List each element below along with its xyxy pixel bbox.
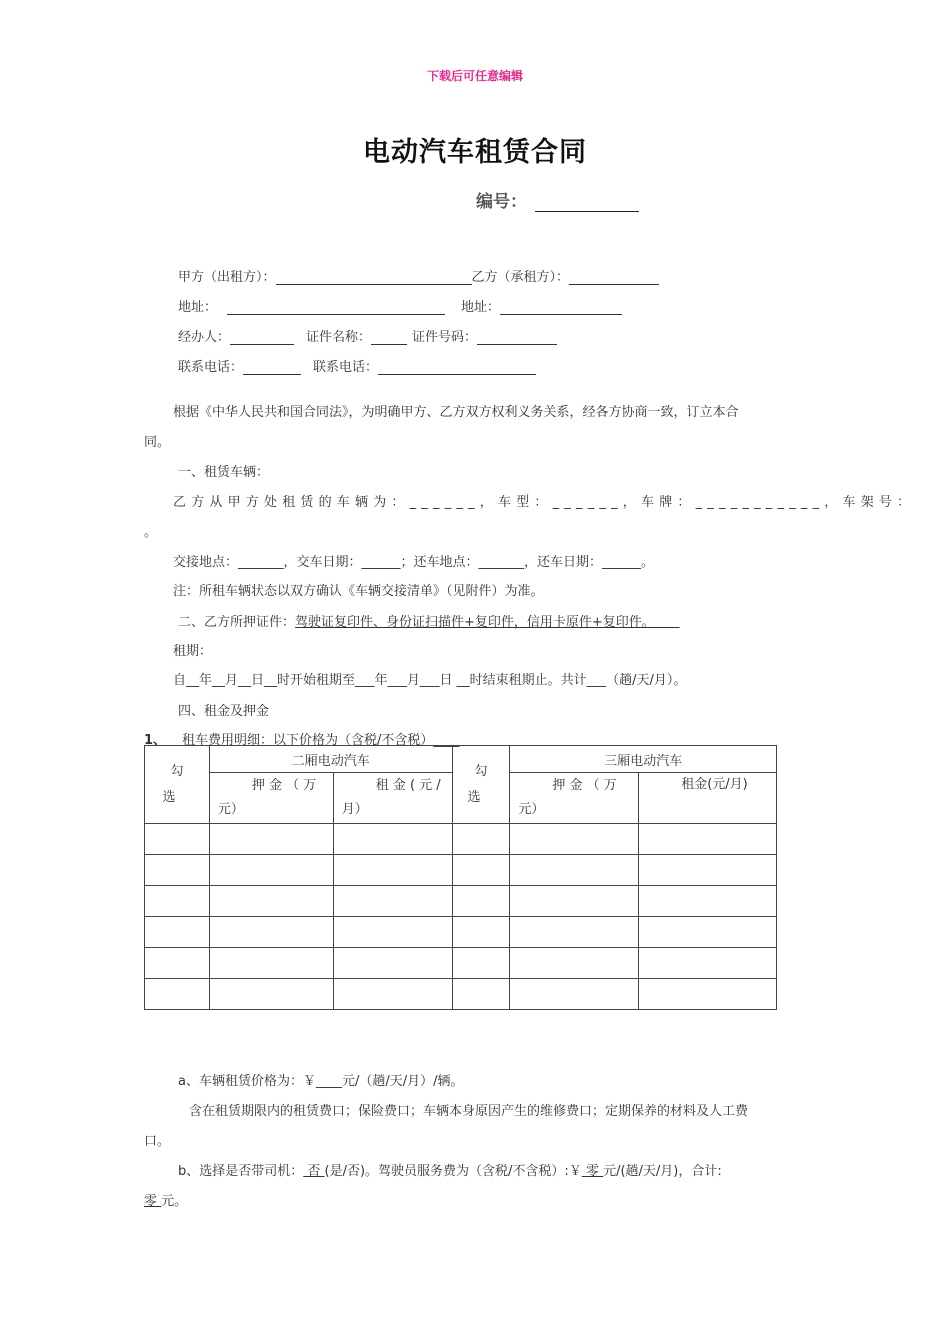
term-line: 自__年__月__日__时开始租期至___年___月___日 __时结束租期止。共计___（趟/天/月）。 (173, 673, 687, 688)
agent-label: 经办人： (178, 330, 231, 345)
deposit-three-header-l1: 押 金 （ 万 (552, 778, 617, 793)
fee-table (144, 745, 777, 1010)
three-box-header: 三厢电动汽车 (510, 746, 777, 773)
doc-number-blank (535, 193, 639, 212)
section-1-heading: 一、租赁车辆： (178, 465, 270, 480)
deposit-two-header-l1: 押 金 （ 万 (251, 778, 317, 793)
agent-blank (230, 330, 294, 345)
includes-line2: 口。 (144, 1134, 171, 1149)
select-header-char2: 选 (162, 789, 176, 805)
table-cell[interactable] (145, 855, 210, 886)
includes-line1: 含在租赁期限内的租赁费口；保险费口；车辆本身原因产生的维修费口；定期保养的材料及人工费 (189, 1104, 749, 1119)
driver-total: 零 (144, 1194, 162, 1209)
select-header-two (145, 746, 210, 824)
table-cell[interactable] (209, 824, 333, 855)
rent-three-header-label: 租金(元/月) (681, 777, 748, 792)
fee-number: 1、 (144, 733, 167, 748)
phone-b-blank (378, 360, 536, 375)
table-cell[interactable] (333, 824, 452, 855)
table-cell[interactable] (145, 948, 210, 979)
table-cell[interactable] (510, 948, 639, 979)
party-line (178, 266, 659, 285)
agent-line (178, 326, 557, 345)
table-cell[interactable] (209, 886, 333, 917)
table-cell[interactable] (452, 855, 510, 886)
section-2-line (178, 611, 680, 630)
section-2-docs: 驾驶证复印件、身份证扫描件+复印件，信用卡原件+复印件。 (295, 615, 680, 630)
table-cell[interactable] (209, 917, 333, 948)
rent-three-header (639, 773, 777, 824)
handover-line: 交接地点：_______，交车日期：______；还车地点：_______，还车日期：______。 (173, 555, 655, 570)
address-b-label: 地址： (461, 300, 501, 315)
address-a-blank (227, 300, 445, 315)
term-label: 租期： (173, 644, 213, 659)
doc-number (476, 187, 639, 212)
select-header-char1: 勾 (474, 763, 488, 779)
select-header-char1: 勾 (170, 763, 184, 779)
phone-line (178, 356, 536, 375)
table-cell[interactable] (639, 948, 777, 979)
rent-two-header (333, 773, 452, 824)
address-line (178, 296, 622, 315)
table-cell[interactable] (639, 917, 777, 948)
table-cell[interactable] (333, 917, 452, 948)
table-cell[interactable] (209, 855, 333, 886)
rent-two-header-l2: 月） (341, 802, 368, 817)
table-row (145, 824, 777, 855)
table-cell[interactable] (510, 824, 639, 855)
table-row (145, 917, 777, 948)
driver-b-line (178, 1160, 722, 1179)
table-header-row (145, 746, 777, 773)
table-cell[interactable] (452, 948, 510, 979)
table-cell[interactable] (639, 979, 777, 1010)
table-cell[interactable] (333, 979, 452, 1010)
vehicle-line-end: 。 (144, 525, 158, 540)
table-cell[interactable] (209, 948, 333, 979)
id-no-label: 证件号码： (412, 330, 478, 345)
address-a-label: 地址： (178, 300, 218, 315)
table-cell[interactable] (145, 979, 210, 1010)
phone-b-label: 联系电话： (313, 360, 379, 375)
driver-b-label: b、选择是否带司机： (178, 1164, 304, 1179)
table-row (145, 948, 777, 979)
price-a-line: a、车辆租赁价格为：￥____元/（趟/天/月）/辆。 (178, 1074, 464, 1089)
table-cell[interactable] (510, 886, 639, 917)
vehicle-line: 乙方从甲方处租赁的车辆为：______，车型：______，车牌：___________，车架号： (173, 495, 916, 510)
doc-number-label: 编号： (476, 192, 527, 212)
table-cell[interactable] (452, 979, 510, 1010)
table-cell[interactable] (333, 948, 452, 979)
phone-a-blank (243, 360, 301, 375)
deposit-two-header (209, 773, 333, 824)
table-cell[interactable] (510, 979, 639, 1010)
table-cell[interactable] (639, 886, 777, 917)
rent-two-header-l1: 租 金 ( 元 / (375, 778, 441, 793)
table-row (145, 886, 777, 917)
table-cell[interactable] (452, 917, 510, 948)
section-4-heading: 四、租金及押金 (178, 704, 270, 719)
id-name-label: 证件名称： (306, 330, 372, 345)
table-cell[interactable] (145, 886, 210, 917)
page-title: 电动汽车租赁合同 (363, 137, 587, 168)
two-box-header: 二厢电动汽车 (209, 746, 452, 773)
deposit-three-header (510, 773, 639, 824)
deposit-three-header-l2: 元） (518, 802, 545, 817)
table-cell[interactable] (333, 855, 452, 886)
table-row (145, 979, 777, 1010)
driver-fee: 零 (581, 1164, 604, 1179)
party-b-label: 乙方（承租方）： (471, 270, 570, 285)
driver-total-end: 元。 (161, 1194, 188, 1209)
phone-a-label: 联系电话： (178, 360, 244, 375)
fee-detail-label: 租车费用明细：以下价格为（含税/不含税）____ (182, 733, 460, 748)
table-cell[interactable] (452, 824, 510, 855)
select-header-char2: 选 (467, 789, 481, 805)
watermark-text: 下载后可任意编辑 (426, 69, 523, 83)
table-cell[interactable] (452, 886, 510, 917)
table-cell[interactable] (145, 824, 210, 855)
table-cell[interactable] (510, 855, 639, 886)
deposit-two-header-l2: 元） (217, 802, 244, 817)
table-cell[interactable] (510, 917, 639, 948)
id-name-blank (371, 330, 407, 345)
table-cell[interactable] (333, 886, 452, 917)
party-b-blank (569, 270, 659, 285)
driver-total-line (144, 1190, 187, 1209)
note-line: 注：所租车辆状态以双方确认《车辆交接清单》（见附件）为准。 (173, 584, 544, 599)
address-b-blank (500, 300, 622, 315)
driver-b-mid: (是/否)。驾驶员服务费为（含税/不含税）:￥ (324, 1164, 582, 1179)
table-cell[interactable] (639, 824, 777, 855)
driver-choice: 否 (303, 1164, 325, 1179)
table-cell[interactable] (145, 917, 210, 948)
id-no-blank (477, 330, 557, 345)
party-a-label: 甲方（出租方）： (178, 270, 276, 285)
party-a-blank (276, 270, 472, 285)
section-2-heading: 二、乙方所押证件： (178, 615, 296, 630)
driver-b-end: 元/(趟/天/月)，合计: (603, 1164, 722, 1179)
table-row (145, 855, 777, 886)
select-header-three (452, 746, 510, 824)
intro-paragraph-line1: 根据《中华人民共和国合同法》，为明确甲方、乙方双方权利义务关系，经各方协商一致，订立本合 (173, 405, 739, 420)
intro-paragraph-line2: 同。 (144, 435, 171, 450)
table-cell[interactable] (209, 979, 333, 1010)
table-cell[interactable] (639, 855, 777, 886)
